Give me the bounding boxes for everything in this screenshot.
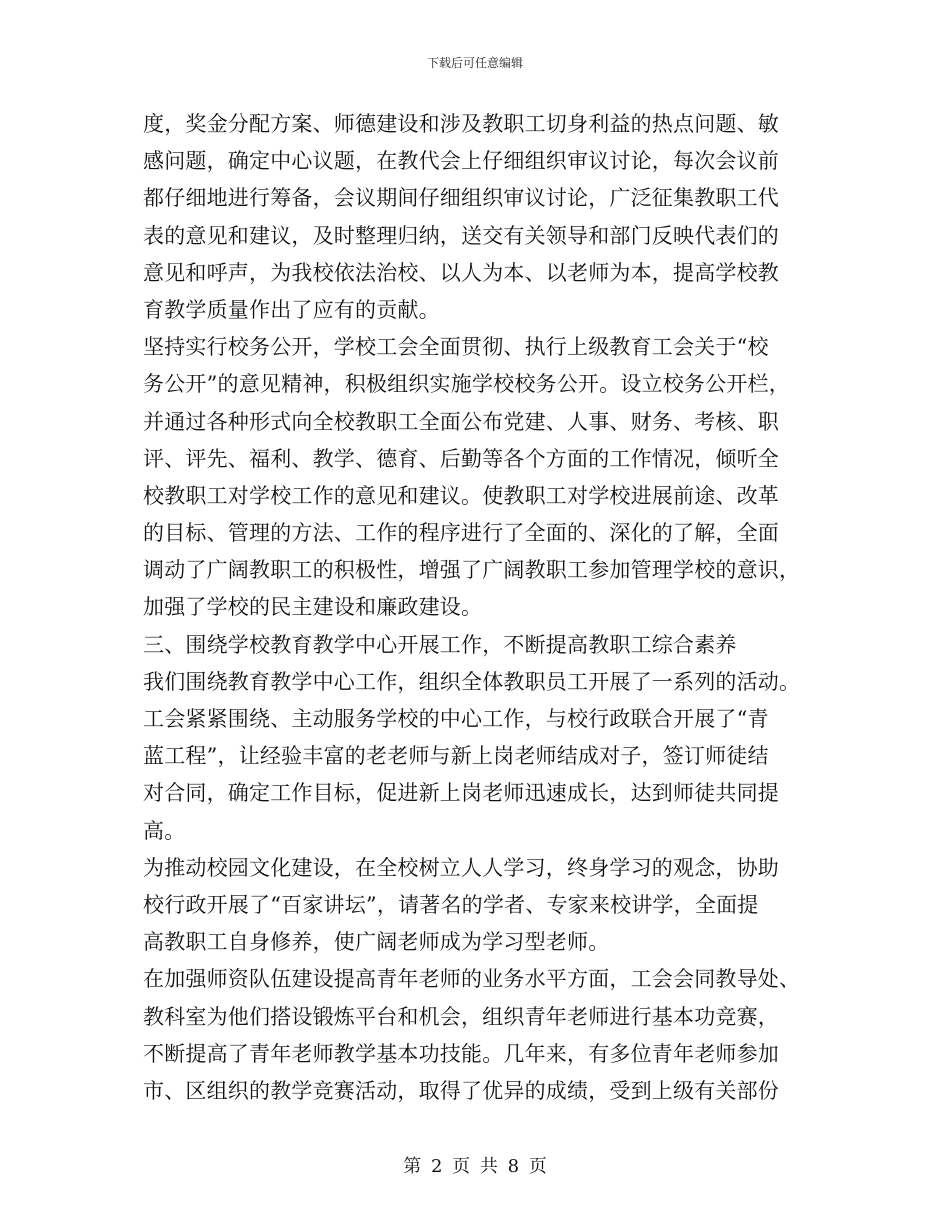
text-line: 的目标、管理的方法、工作的程序进行了全面的、深化的了解，全面 bbox=[143, 521, 779, 546]
text-line: 校教职工对学校工作的意见和建议。使教职工对学校进展前途、改革 bbox=[143, 483, 779, 508]
text-line: 市、区组织的教学竞赛活动，取得了优异的成绩，受到上级有关部份 bbox=[143, 1078, 779, 1103]
text-line: 高教职工自身修养，使广阔老师成为学习型老师。 bbox=[143, 930, 610, 955]
text-line: 我们围绕教育教学中心工作，组织全体教职员工开展了一系列的活动。 bbox=[143, 669, 801, 694]
text-line: 调动了广阔教职工的积极性，增强了广阔教职工参加管理学校的意识， bbox=[143, 558, 801, 583]
text-line: 务公开”的意见精神，积极组织实施学校校务公开。设立校务公开栏， bbox=[143, 372, 790, 397]
text-line: 三、围绕学校教育教学中心开展工作，不断提高教职工综合素养 bbox=[143, 632, 737, 657]
text-line: 教科室为他们搭设锻炼平台和机会，组织青年老师进行基本功竞赛， bbox=[143, 1004, 779, 1029]
page-header-note: 下载后可任意编辑 bbox=[426, 56, 523, 70]
text-line: 在加强师资队伍建设提高青年老师的业务水平方面，工会会同教导处、 bbox=[143, 967, 801, 992]
text-line: 感问题，确定中心议题，在教代会上仔细组织审议讨论，每次会议前 bbox=[143, 149, 779, 174]
text-line: 工会紧紧围绕、主动服务学校的中心工作，与校行政联合开展了“青 bbox=[143, 707, 769, 731]
text-line: 坚持实行校务公开，学校工会全面贯彻、执行上级教育工会关于“校 bbox=[143, 335, 769, 360]
text-line: 蓝工程”，让经验丰富的老老师与新上岗老师结成对子，签订师徒结 bbox=[143, 744, 769, 769]
text-line: 育教学质量作出了应有的贡献。 bbox=[143, 297, 440, 322]
text-line: 评、评先、福利、教学、德育、后勤等各个方面的工作情况，倾听全 bbox=[143, 446, 779, 471]
text-line: 都仔细地进行筹备，会议期间仔细组织审议讨论，广泛征集教职工代 bbox=[143, 186, 779, 211]
text-line: 加强了学校的民主建设和廉政建设。 bbox=[143, 595, 483, 620]
text-line: 对合同，确定工作目标，促进新上岗老师迅速成长，达到师徒共同提 bbox=[143, 781, 779, 806]
page-number-footer: 第 2 页 共 8 页 bbox=[403, 1156, 547, 1177]
text-line: 校行政开展了“百家讲坛”，请著名的学者、专家来校讲学，全面提 bbox=[143, 892, 759, 917]
text-line: 高。 bbox=[143, 818, 186, 843]
text-line: 表的意见和建议，及时整理归纳，送交有关领导和部门反映代表们的 bbox=[143, 223, 779, 248]
text-line: 并通过各种形式向全校教职工全面公布党建、人事、财务、考核、职 bbox=[143, 409, 779, 434]
text-line: 意见和呼声，为我校依法治校、以人为本、以老师为本，提高学校教 bbox=[143, 260, 779, 285]
text-line: 度，奖金分配方案、师德建设和涉及教职工切身利益的热点问题、敏 bbox=[143, 112, 779, 136]
text-line: 为推动校园文化建设，在全校树立人人学习，终身学习的观念，协助 bbox=[143, 855, 779, 880]
document-body bbox=[143, 106, 813, 1110]
text-line: 不断提高了青年老师教学基本功技能。几年来，有多位青年老师参加 bbox=[143, 1041, 779, 1066]
